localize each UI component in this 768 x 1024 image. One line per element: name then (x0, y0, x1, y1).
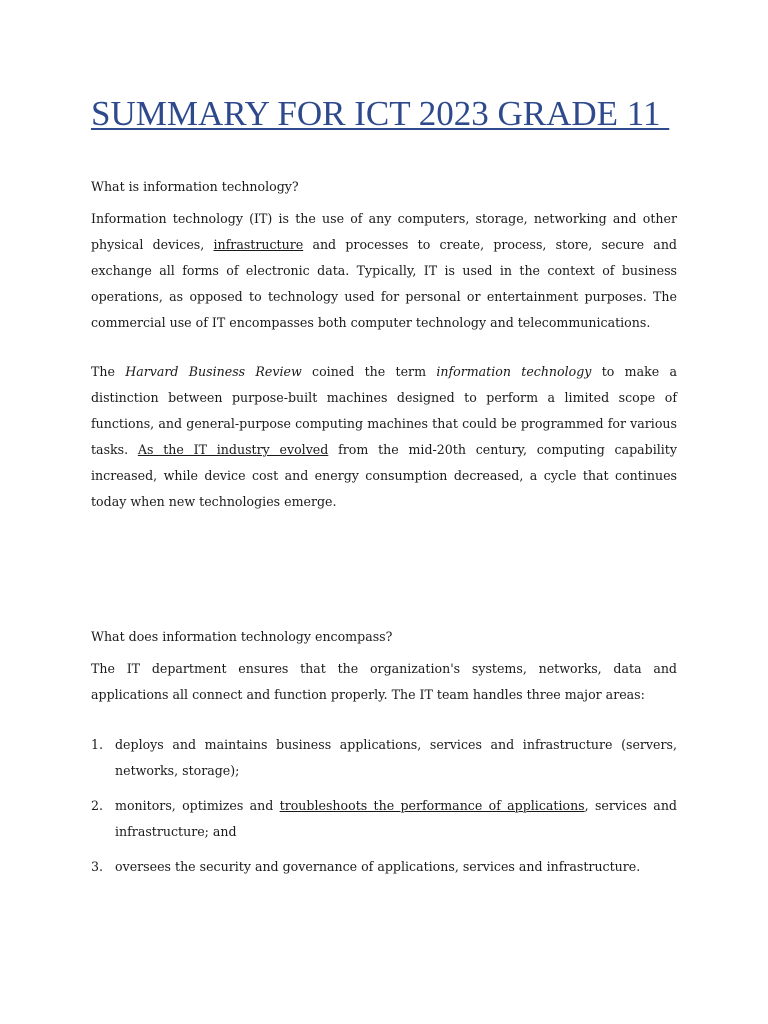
document-title: SUMMARY FOR ICT 2023 GRADE 11 (91, 94, 670, 133)
paragraph-text: coined the term (301, 364, 437, 379)
section1-paragraph-1 (91, 206, 677, 336)
list-item (91, 793, 677, 845)
list-item (91, 854, 677, 880)
list-item-text: monitors, optimizes and (115, 798, 280, 813)
infrastructure-link[interactable]: infrastructure (213, 237, 304, 252)
paragraph-text: from the mid-20th century, computing capability increased, while device cost and energy consumption decreased, a cycle that continues today when new technologies emerge. (91, 442, 677, 509)
section1-paragraph-2 (91, 359, 677, 515)
list-item-text: deploys and maintains business applications, services and infrastructure (servers, networks, storage); (115, 737, 677, 778)
major-areas-list (91, 732, 677, 889)
list-item (91, 732, 677, 784)
it-industry-evolved-link[interactable]: As the IT industry evolved (137, 442, 329, 457)
list-item-text: oversees the security and governance of applications, services and infrastructure. (115, 859, 641, 874)
paragraph-text: Information technology (IT) is the use of any computers, storage, networking and other physical devices, (91, 211, 677, 252)
italic-hbr: Harvard Business Review (125, 364, 302, 379)
paragraph-text: and processes to create, process, store, secure and exchange all forms of electronic data. Typically, IT is used in the context of business operations, as opposed to technology used for personal or entertainment purposes. The commercial use of IT encompasses both computer technology and telecommunications. (91, 237, 677, 330)
list-number: 3. (91, 859, 104, 874)
paragraph-text: to make a distinction between purpose-built machines designed to perform a limited scope of functions, and general-purpose computing machines that could be programmed for various tasks. (91, 364, 677, 457)
section1-question: What is information technology? (91, 179, 299, 194)
section2-paragraph-1: The IT department ensures that the organization's systems, networks, data and applications all connect and function properly. The IT team handles three major areas: (91, 661, 677, 702)
italic-information-technology: information technology (436, 364, 592, 379)
troubleshoots-link[interactable]: troubleshoots the performance of applications (279, 798, 585, 813)
paragraph-text: The (91, 364, 126, 379)
section2-question: What does information technology encompass? (91, 629, 393, 644)
list-number: 1. (91, 737, 104, 752)
list-number: 2. (91, 798, 104, 813)
list-item-text: , services and infrastructure; and (115, 798, 677, 839)
